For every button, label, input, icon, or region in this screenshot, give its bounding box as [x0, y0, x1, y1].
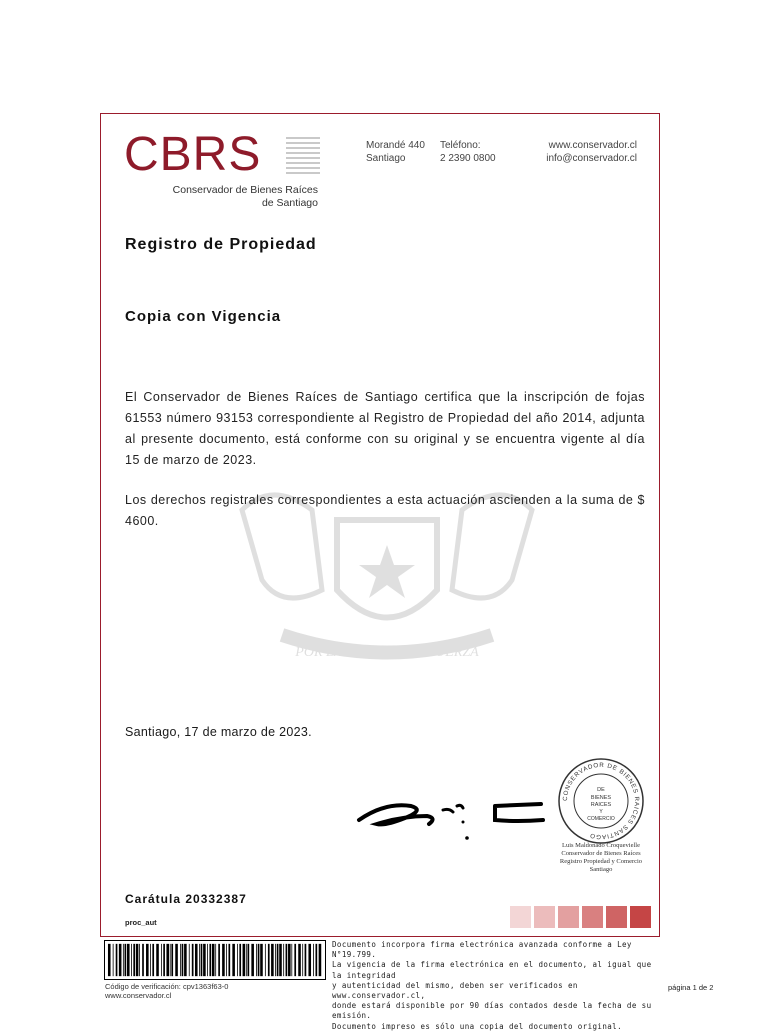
verification-block: [105, 982, 228, 1000]
website-link[interactable]: www.conservador.cl: [548, 140, 637, 151]
color-swatch: [606, 906, 627, 928]
seal-caption-city: Santiago: [589, 866, 613, 873]
fees-paragraph: Los derechos registrales correspondientes a esta actuación ascienden a la suma de $ 4600.: [125, 493, 645, 528]
seal-caption-role: Conservador de Bienes Raíces: [561, 850, 641, 857]
seal-caption: [540, 842, 662, 874]
seal-center-1: DE: [597, 787, 605, 793]
logo-stripes-icon: [286, 137, 320, 177]
certification-paragraph: El Conservador de Bienes Raíces de Santiago certifica que la inscripción de fojas 61553 número 93153 correspondiente al Registro de Propiedad del año 2014, adjunta al presente documento, está conforme con su original y se encuentra vigente al día 15 de marzo de 2023.: [125, 390, 645, 467]
phone-block: [440, 139, 496, 165]
seal-center-5: COMERCIO: [587, 816, 615, 822]
seal-center-4: Y: [599, 809, 603, 815]
address-city: Santiago: [366, 153, 406, 164]
document-subtitle: Copia con Vigencia: [125, 308, 282, 325]
notice-line-1: Documento incorpora firma electrónica avanzada conforme a Ley N°19.799.: [332, 940, 632, 960]
color-swatch: [582, 906, 603, 928]
official-seal-icon: [557, 757, 645, 845]
seal-caption-name: Luis Maldonado Croquevielle: [562, 842, 640, 849]
seal-center-3: RAICES: [590, 802, 612, 808]
notice-line-2: La vigencia de la firma electrónica en el documento, al igual que la integridad: [332, 960, 652, 980]
email-link[interactable]: info@conservador.cl: [546, 153, 637, 164]
footer-website[interactable]: www.conservador.cl: [105, 991, 172, 1000]
legal-notice: [332, 940, 662, 1032]
seal-caption-registry: Registro Propiedad y Comercio: [559, 858, 643, 865]
address-block: [366, 139, 425, 165]
signature-icon: [345, 780, 550, 845]
logo-subtitle-line-1: Conservador de Bienes Raíces: [172, 184, 318, 196]
caratula-number: Carátula 20332387: [125, 892, 247, 906]
barcode-icon: [104, 940, 326, 980]
issue-date: Santiago, 17 de marzo de 2023.: [125, 725, 312, 739]
cbrs-logo: CBRS: [124, 128, 262, 181]
notice-line-4: donde estará disponible por 90 días contados desde la fecha de su emisión.: [332, 1001, 652, 1021]
color-swatch: [510, 906, 531, 928]
document-title: Registro de Propiedad: [125, 236, 317, 253]
proc-label: proc_aut: [125, 918, 157, 927]
verification-code: Código de verificación: cpv1363f63-0: [105, 982, 229, 991]
address-street: Morandé 440: [366, 140, 425, 151]
notice-line-5: Documento impreso es sólo una copia del documento original.: [332, 1021, 623, 1031]
logo-subtitle: [168, 184, 318, 210]
seal-center-2: BIENES: [590, 795, 612, 801]
phone-label: Teléfono:: [440, 140, 481, 151]
color-swatch-strip: [510, 906, 651, 928]
color-swatch: [630, 906, 651, 928]
web-block: [540, 139, 637, 165]
color-swatch: [558, 906, 579, 928]
logo-subtitle-line-2: de Santiago: [261, 197, 318, 209]
page-number: página 1 de 2: [668, 983, 714, 992]
notice-line-3: y autenticidad del mismo, deben ser verificados en www.conservador.cl,: [332, 980, 578, 1001]
seal-ring-text: CONSERVADOR DE BIENES RAICES SANTIAGO: [561, 761, 641, 841]
phone-number: 2 2390 0800: [440, 153, 496, 164]
watermark-motto: POR LA RAZON O LA FUERZA: [295, 645, 479, 660]
color-swatch: [534, 906, 555, 928]
